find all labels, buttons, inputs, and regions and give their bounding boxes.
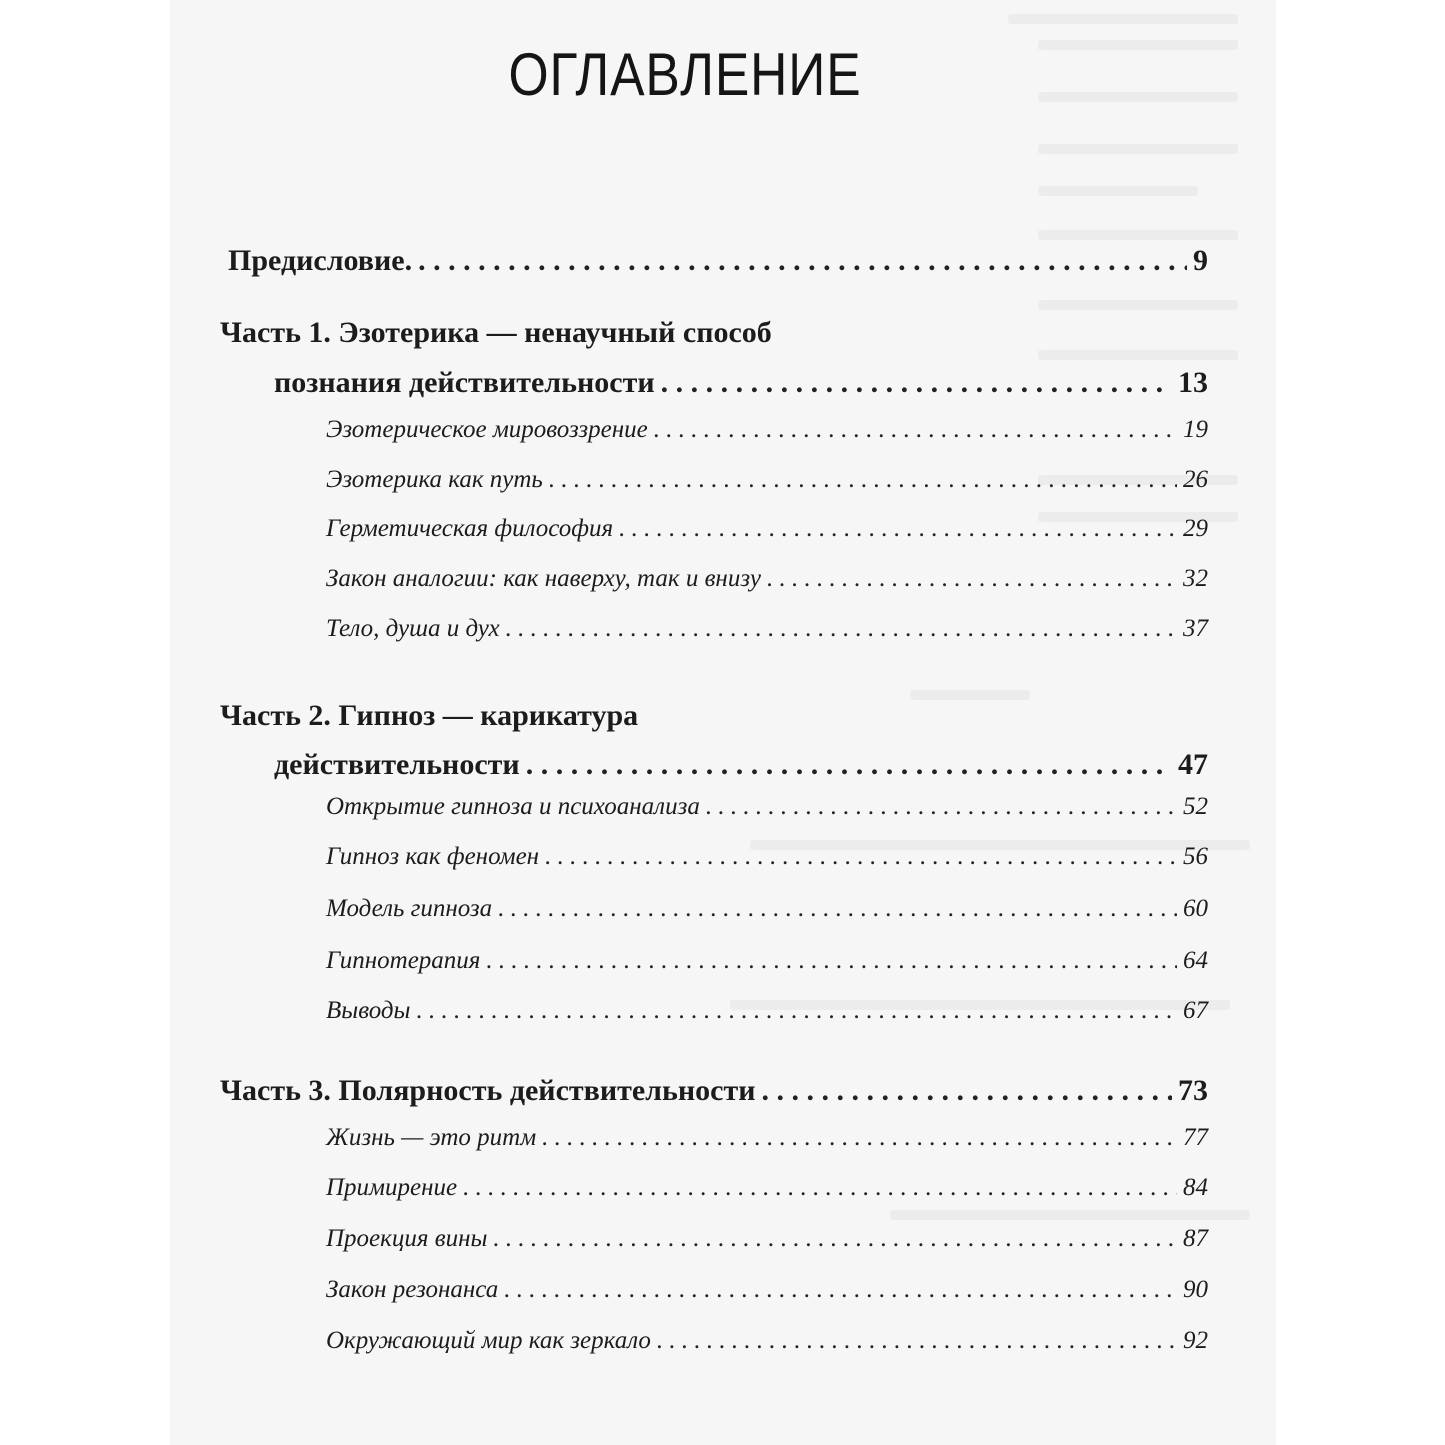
toc-section[interactable]	[326, 1276, 1208, 1304]
toc-page-number: 29	[1183, 515, 1208, 542]
dot-leader	[767, 565, 1177, 593]
toc-page-number: 87	[1183, 1225, 1208, 1252]
toc-page-number: 9	[1193, 244, 1208, 277]
toc-section[interactable]	[326, 947, 1208, 975]
toc-page-number: 84	[1183, 1174, 1208, 1201]
toc-page-number: 19	[1183, 416, 1208, 443]
toc-entry-label: Примирение	[326, 1174, 458, 1201]
toc-section[interactable]	[326, 1225, 1208, 1253]
book-page	[170, 0, 1276, 1445]
dot-leader	[418, 244, 1187, 278]
show-through-line	[1038, 230, 1238, 240]
toc-page-number: 32	[1183, 565, 1208, 592]
dot-leader	[657, 1327, 1177, 1355]
dot-leader	[526, 748, 1172, 782]
show-through-line	[910, 690, 1030, 700]
toc-page-number: 73	[1178, 1074, 1208, 1107]
dot-leader	[498, 895, 1177, 923]
toc-section[interactable]	[326, 1327, 1208, 1355]
toc-section[interactable]	[326, 466, 1208, 494]
toc-entry-label: Проекция вины	[326, 1225, 488, 1252]
toc-entry-label: Эзотерическое мировоззрение	[326, 416, 648, 443]
dot-leader	[545, 843, 1177, 871]
show-through-line	[1038, 186, 1198, 196]
toc-entry-label: Герметическая философия	[326, 515, 614, 542]
toc-section[interactable]	[326, 1124, 1208, 1152]
toc-section[interactable]	[326, 843, 1208, 871]
toc-entry-label: Предисловие.	[228, 244, 413, 277]
toc-section[interactable]	[326, 793, 1208, 821]
toc-page-number: 37	[1183, 615, 1208, 642]
toc-page-number: 26	[1183, 466, 1208, 493]
toc-section[interactable]	[326, 615, 1208, 643]
dot-leader	[463, 1174, 1177, 1202]
dot-leader	[654, 416, 1177, 444]
toc-part-2-title-line1[interactable]: Часть 2. Гипноз — карикатура	[220, 699, 639, 732]
toc-entry-label: познания действительности	[274, 366, 655, 399]
dot-leader	[493, 1225, 1177, 1253]
toc-entry-label: Эзотерика как путь	[326, 466, 543, 493]
toc-entry-label: Выводы	[326, 997, 411, 1024]
toc-page-number: 56	[1183, 843, 1208, 870]
toc-section[interactable]	[326, 565, 1208, 593]
toc-part-2[interactable]	[274, 748, 1208, 782]
show-through-line	[1038, 144, 1238, 154]
dot-leader	[542, 1124, 1177, 1152]
toc-entry-label: Тело, душа и дух	[326, 615, 500, 642]
dot-leader	[486, 947, 1177, 975]
show-through-line	[890, 1210, 1250, 1220]
toc-part-3[interactable]	[220, 1074, 1208, 1108]
toc-page-number: 92	[1183, 1327, 1208, 1354]
toc-part-1[interactable]	[274, 366, 1208, 400]
toc-part-1-title-line1[interactable]: Часть 1. Эзотерика — ненаучный способ	[220, 316, 772, 349]
toc-page-number: 90	[1183, 1276, 1208, 1303]
toc-page-number: 60	[1183, 895, 1208, 922]
show-through-line	[1038, 350, 1238, 360]
toc-section[interactable]	[326, 515, 1208, 543]
toc-page-number: 47	[1178, 748, 1208, 781]
toc-entry-label: Закон резонанса	[326, 1276, 499, 1303]
toc-entry-label: Гипнотерапия	[326, 947, 481, 974]
toc-entry-label: Модель гипноза	[326, 895, 493, 922]
toc-section[interactable]	[326, 997, 1208, 1025]
toc-entry-label: Закон аналогии: как наверху, так и внизу	[326, 565, 762, 592]
show-through-line	[1008, 14, 1238, 24]
dot-leader	[416, 997, 1177, 1025]
dot-leader	[706, 793, 1177, 821]
toc-entry-preface[interactable]	[228, 244, 1208, 278]
toc-page-number: 64	[1183, 947, 1208, 974]
toc-entry-label: Открытие гипноза и психоанализа	[326, 793, 700, 820]
toc-entry-label: Гипноз как феномен	[326, 843, 540, 870]
page-title: ОГЛАВЛЕНИЕ	[508, 41, 862, 108]
dot-leader	[549, 466, 1177, 494]
toc-entry-label: действительности	[274, 748, 520, 781]
toc-page-number: 67	[1183, 997, 1208, 1024]
dot-leader	[506, 615, 1177, 643]
toc-entry-label: Окружающий мир как зеркало	[326, 1327, 651, 1354]
dot-leader	[661, 366, 1172, 400]
dot-leader	[762, 1074, 1172, 1108]
toc-page-number: 52	[1183, 793, 1208, 820]
toc-entry-label: Жизнь — это ритм	[326, 1124, 537, 1151]
toc-page-number: 77	[1183, 1124, 1208, 1151]
toc-section[interactable]	[326, 895, 1208, 923]
dot-leader	[619, 515, 1177, 543]
show-through-line	[1038, 300, 1238, 310]
dot-leader	[504, 1276, 1177, 1304]
toc-entry-label: Часть 3. Полярность действительности	[220, 1074, 756, 1107]
toc-section[interactable]	[326, 416, 1208, 444]
toc-page-number: 13	[1178, 366, 1208, 399]
toc-section[interactable]	[326, 1174, 1208, 1202]
